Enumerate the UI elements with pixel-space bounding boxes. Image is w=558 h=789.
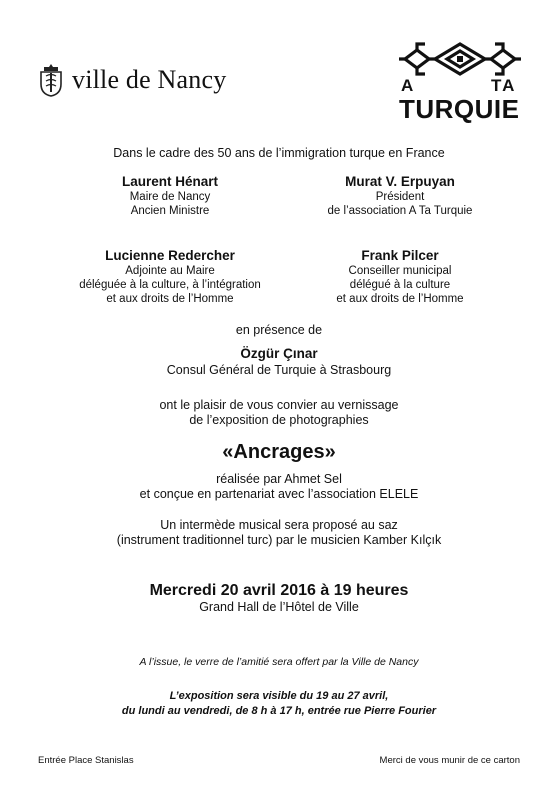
host-name: Laurent Hénart [121, 174, 219, 189]
event-date: Mercredi 20 avril 2016 à 19 heures [149, 582, 409, 599]
host-murat-erpuyan [295, 174, 505, 218]
host-role: de l’association A Ta Turquie [327, 205, 473, 217]
presence-label: en présence de [235, 323, 323, 337]
host-role: Président [375, 191, 425, 203]
music-line: Un intermède musical sera proposé au saz [160, 518, 398, 532]
host-name: Lucienne Redercher [105, 248, 235, 263]
host-role: Conseiller municipal [348, 265, 452, 277]
event-place: Grand Hall de l’Hôtel de Ville [199, 600, 359, 614]
credits-line: réalisée par Ahmet Sel [216, 472, 342, 486]
city-logo [38, 60, 226, 100]
host-role: Maire de Nancy [129, 191, 211, 203]
invitation-line: ont le plaisir de vous convier au vernissage [159, 398, 399, 412]
host-frank-pilcer [310, 248, 490, 306]
consul-title: Consul Général de Turquie à Strasbourg [166, 363, 392, 377]
host-name: Frank Pilcer [361, 248, 439, 263]
exhibition-title: «Ancrages» [222, 441, 336, 463]
host-laurent-henart [80, 174, 260, 218]
consul-name: Özgür Çınar [240, 346, 318, 361]
host-name: Murat V. Erpuyan [345, 174, 455, 189]
city-name: ville de Nancy [72, 65, 227, 94]
footer-card-note: Merci de vous munir de ce carton [379, 755, 520, 766]
music-line: (instrument traditionnel turc) par le musicien Kamber Kılçık [116, 533, 442, 547]
intro-line: Dans le cadre des 50 ans de l’immigration turque en France [113, 146, 445, 160]
kilim-pattern-icon [395, 40, 525, 78]
host-role: et aux droits de l’Homme [336, 293, 464, 305]
host-role: déléguée à la culture, à l’intégration [79, 279, 261, 291]
association-logo [395, 40, 525, 124]
footer-entrance: Entrée Place Stanislas [38, 755, 134, 766]
invitation-line: de l’exposition de photographies [189, 413, 369, 427]
visibility-line: L’exposition sera visible du 19 au 27 avril, [169, 690, 389, 702]
host-role: Adjointe au Maire [125, 265, 215, 277]
host-lucienne-redercher [40, 248, 300, 306]
city-crest-icon [38, 62, 64, 98]
credits-line: et conçue en partenariat avec l’association ELELE [139, 487, 419, 501]
association-logo-turquie: TURQUIE [399, 94, 520, 124]
visibility-line: du lundi au vendredi, de 8 h à 17 h, entrée rue Pierre Fourier [121, 705, 437, 717]
host-role: et aux droits de l’Homme [106, 293, 234, 305]
association-logo-a: A [401, 76, 416, 95]
reception-note: A l’issue, le verre de l’amitié sera offert par la Ville de Nancy [139, 656, 419, 668]
host-role: délégué à la culture [349, 279, 451, 291]
host-role: Ancien Ministre [130, 205, 210, 217]
association-logo-ta: TA [491, 76, 517, 95]
